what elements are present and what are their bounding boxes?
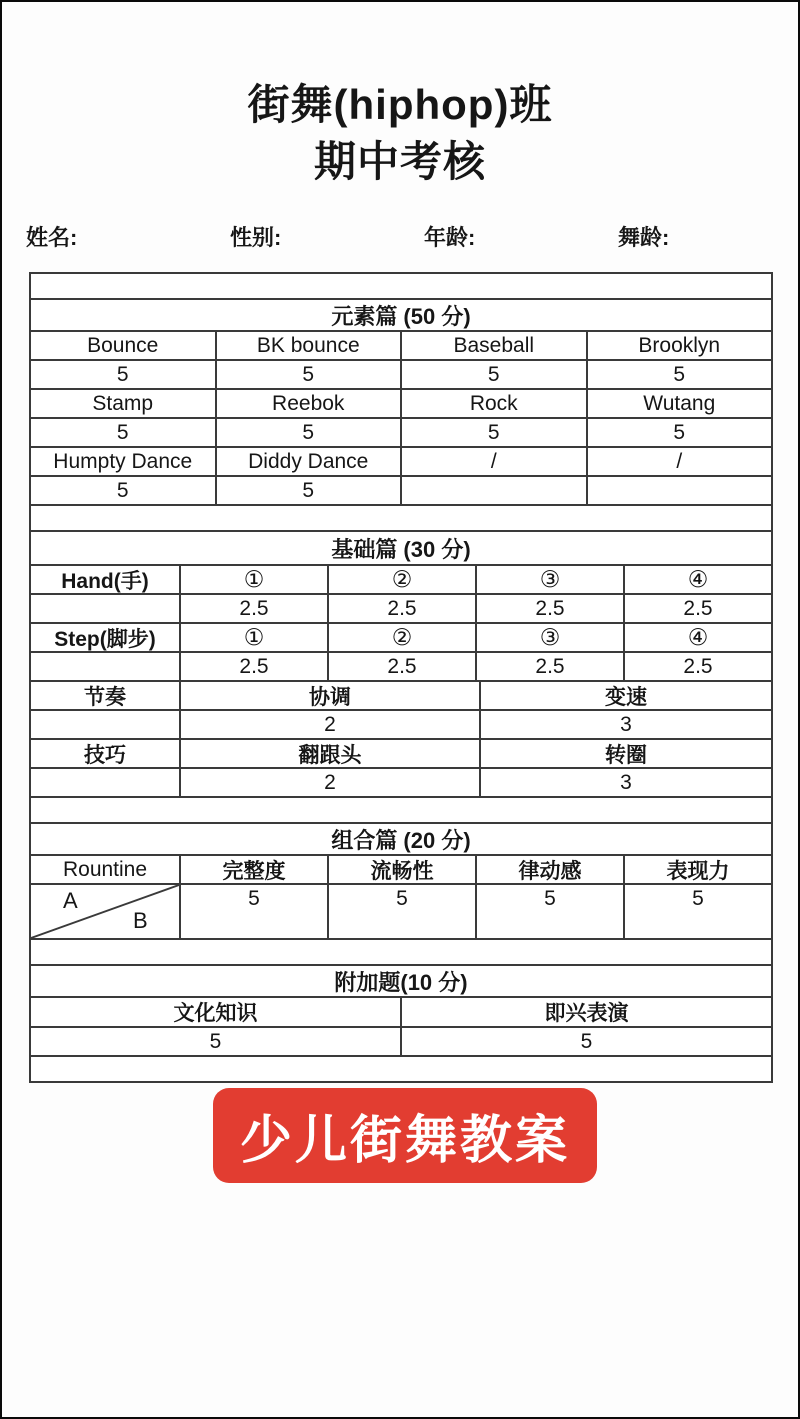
- table-row-step-items: [31, 624, 771, 653]
- table-row-element-names-3: [31, 448, 771, 477]
- element-name-cell: Rock: [402, 390, 588, 417]
- score-cell: 2.5: [329, 653, 477, 680]
- combo-column-cell: 完整度: [181, 856, 329, 883]
- table-row-rhythm-items: [31, 682, 771, 711]
- page-title: [0, 76, 800, 190]
- score-cell: 2: [181, 711, 481, 738]
- combo-column-cell: 流畅性: [329, 856, 477, 883]
- age-field-label: 年龄:: [424, 225, 476, 250]
- section-header-basics: 基础篇 (30 分): [331, 536, 471, 562]
- element-name-cell: Humpty Dance: [31, 448, 217, 475]
- rhythm-item-cell: 变速: [605, 685, 647, 709]
- element-name-cell: /: [402, 448, 588, 475]
- score-cell: 2.5: [683, 654, 713, 678]
- element-name-cell: Stamp: [31, 390, 217, 417]
- element-name-cell: Baseball: [402, 332, 588, 359]
- table-row-combo-columns: [31, 856, 771, 885]
- routine-a-label: A: [63, 888, 78, 913]
- circled-number-cell: ④: [687, 566, 709, 592]
- score-cell: 5: [402, 361, 588, 388]
- score-cell: 5: [673, 362, 686, 386]
- table-row-rhythm-scores: [31, 711, 771, 740]
- score-cell: [588, 477, 772, 504]
- section-header-row-elements: [31, 300, 771, 332]
- circled-number-cell: ②: [329, 624, 477, 651]
- title-line2: 期中考核: [313, 138, 486, 185]
- routine-b-label: B: [133, 908, 148, 933]
- rhythm-item-cell: 协调: [181, 682, 481, 709]
- score-cell: 2.5: [683, 596, 713, 620]
- table-row-element-scores-2: [31, 419, 771, 448]
- skill-item-cell: 转圈: [605, 743, 647, 767]
- empty-row: [31, 940, 771, 966]
- badge-label: 少儿街舞教案: [239, 1112, 570, 1170]
- score-cell: 2.5: [329, 595, 477, 622]
- routine-label-cell: Rountine: [31, 856, 181, 883]
- table-row-element-names-1: [31, 332, 771, 361]
- score-cell: 5: [31, 477, 217, 504]
- step-label-cell: Step(脚步): [31, 624, 181, 651]
- element-name-cell: /: [676, 449, 683, 473]
- score-cell: 5: [217, 419, 403, 446]
- section-header-row-bonus: [31, 966, 771, 998]
- diagonal-line: [31, 885, 179, 938]
- table-row-element-scores-3: [31, 477, 771, 506]
- circled-number-cell: ④: [687, 624, 709, 650]
- course-badge: [213, 1088, 597, 1183]
- section-header-row-basics: [31, 532, 771, 566]
- circled-number-cell: ①: [181, 624, 329, 651]
- section-header-row-combo: [31, 824, 771, 856]
- score-cell: 5: [217, 361, 403, 388]
- skill-item-cell: 翻跟头: [181, 740, 481, 767]
- element-name-cell: BK bounce: [217, 332, 403, 359]
- element-name-cell: Wutang: [643, 391, 716, 415]
- score-cell: 3: [620, 770, 632, 794]
- table-row-combo-scores: [31, 885, 771, 940]
- bonus-item-cell: 即兴表演: [544, 1002, 629, 1025]
- bonus-item-cell: 文化知识: [31, 998, 402, 1026]
- table-row-element-names-2: [31, 390, 771, 419]
- element-name-cell: Diddy Dance: [217, 448, 403, 475]
- empty-row: [31, 798, 771, 824]
- table-row-skill-scores: [31, 769, 771, 798]
- blank-label-cell: [31, 653, 181, 680]
- circled-number-cell: ②: [329, 566, 477, 593]
- title-line1: 街舞(hiphop)班: [247, 81, 553, 128]
- name-field-label: 姓名:: [26, 225, 78, 250]
- score-cell: 5: [181, 885, 329, 938]
- circled-number-cell: ③: [477, 624, 625, 651]
- dance-age-field-label: 舞龄:: [618, 225, 670, 250]
- score-cell: 5: [31, 1028, 402, 1055]
- table-row-bonus-items: [31, 998, 771, 1028]
- score-cell: 2.5: [477, 595, 625, 622]
- score-cell: [402, 477, 588, 504]
- table-row-step-scores: [31, 653, 771, 682]
- circled-number-cell: ①: [181, 566, 329, 593]
- score-cell: 5: [673, 420, 686, 444]
- score-cell: 5: [329, 885, 477, 938]
- empty-row: [31, 506, 771, 532]
- rhythm-label-cell: 节奏: [31, 682, 181, 709]
- gender-field-label: 性别:: [230, 225, 282, 250]
- score-cell: 5: [31, 419, 217, 446]
- score-cell: 5: [31, 361, 217, 388]
- blank-label-cell: [31, 769, 181, 796]
- table-row-element-scores-1: [31, 361, 771, 390]
- table-row-hand-items: [31, 566, 771, 595]
- table-row-bonus-scores: [31, 1028, 771, 1057]
- routine-ab-diagonal-cell: [31, 885, 181, 938]
- score-cell: 5: [217, 477, 403, 504]
- score-cell: 5: [477, 885, 625, 938]
- empty-row: [31, 274, 771, 300]
- score-cell: 5: [580, 1029, 593, 1053]
- combo-column-cell: 律动感: [477, 856, 625, 883]
- section-header-elements: 元素篇 (50 分): [331, 303, 471, 329]
- score-cell: 2.5: [477, 653, 625, 680]
- student-info-row: [0, 221, 800, 250]
- section-header-bonus: 附加题(10 分): [334, 969, 468, 995]
- score-cell: 2.5: [181, 653, 329, 680]
- blank-label-cell: [31, 711, 181, 738]
- score-cell: 2.5: [181, 595, 329, 622]
- score-cell: 2: [181, 769, 481, 796]
- assessment-table: [29, 272, 773, 1083]
- circled-number-cell: ③: [477, 566, 625, 593]
- empty-row: [31, 1057, 771, 1081]
- hand-label-cell: Hand(手): [31, 566, 181, 593]
- score-cell: 5: [692, 887, 704, 910]
- score-cell: 5: [402, 419, 588, 446]
- section-header-combo: 组合篇 (20 分): [331, 827, 471, 853]
- blank-label-cell: [31, 595, 181, 622]
- element-name-cell: Brooklyn: [638, 333, 721, 357]
- combo-column-cell: 表现力: [666, 859, 730, 883]
- table-row-skill-items: [31, 740, 771, 769]
- element-name-cell: Reebok: [217, 390, 403, 417]
- skill-label-cell: 技巧: [31, 740, 181, 767]
- element-name-cell: Bounce: [31, 332, 217, 359]
- score-cell: 3: [620, 712, 632, 736]
- table-row-hand-scores: [31, 595, 771, 624]
